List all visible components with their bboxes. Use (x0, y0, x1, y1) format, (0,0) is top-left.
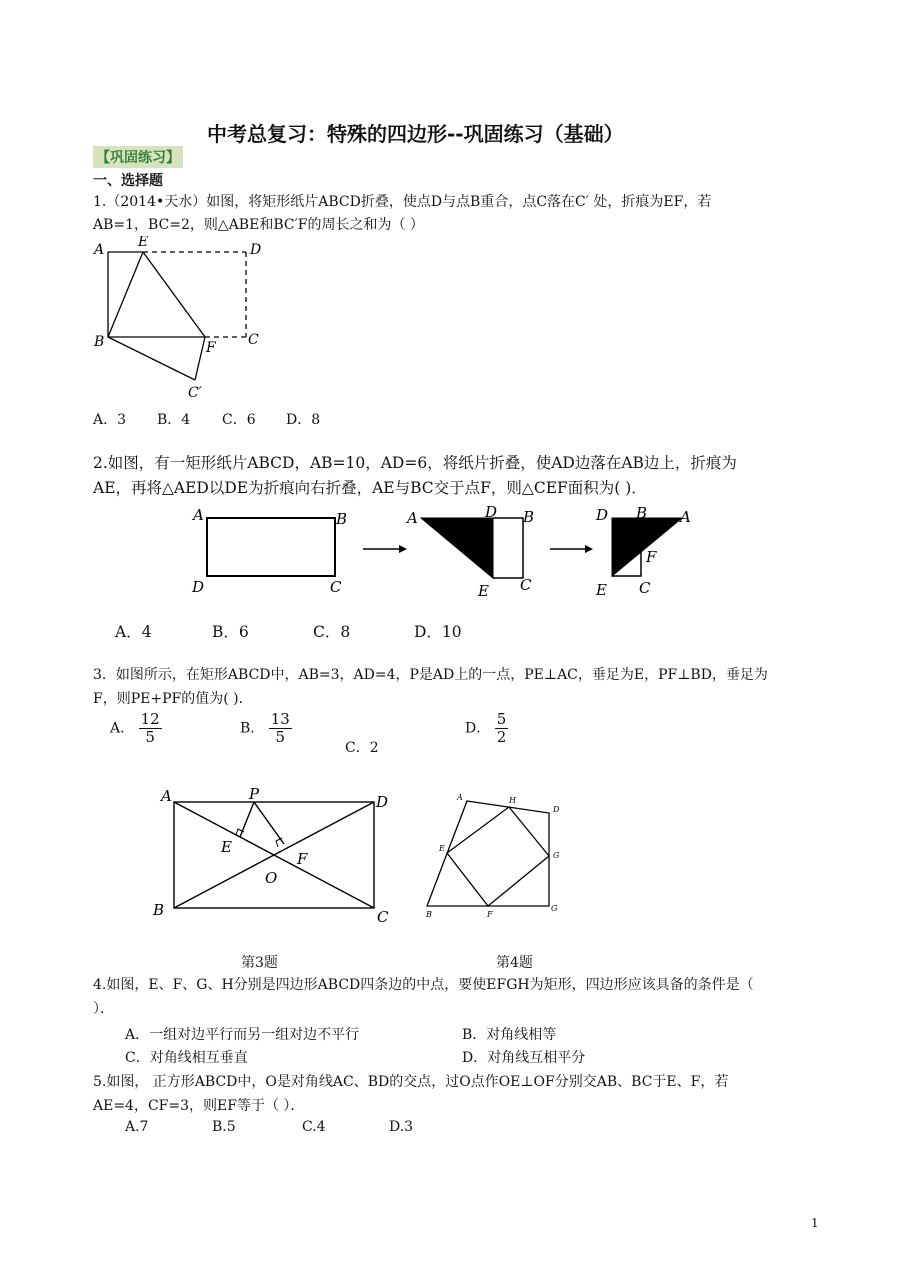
q5-option-d: D.3 (389, 1119, 414, 1135)
q3-figure (148, 782, 403, 927)
q2-figure (185, 500, 715, 605)
q2-fig3-F: F (646, 548, 657, 566)
q3-caption: 第3题 (241, 955, 278, 971)
q3-line2: F，则PE+PF的值为( )． (93, 691, 253, 707)
q5-option-b: B.5 (212, 1119, 236, 1135)
q3-label-A: A (161, 787, 172, 805)
q3-option-b-den: 5 (275, 728, 286, 746)
q1-label-F: F (206, 340, 216, 356)
q5-option-c: C.4 (302, 1119, 326, 1135)
q2-option-b: B．6 (212, 623, 249, 641)
q2-fig2-D: D (485, 503, 498, 521)
q2-fig3-D: D (596, 506, 609, 524)
q4-option-d: D．对角线互相平分 (462, 1050, 586, 1066)
q2-fig1-A: A (193, 506, 204, 524)
q5-line1: 5.如图， 正方形ABCD中，O是对角线AC、BD的交点，过O点作OE⊥OF分别交AB、BC于E、F，若 (93, 1074, 729, 1090)
q3-label-F: F (297, 850, 308, 868)
q2-fig2-A: A (407, 509, 418, 527)
q2-option-d: D．10 (414, 623, 462, 641)
q1-label-D: D (250, 242, 262, 258)
q2-fig3-A: A (680, 508, 691, 526)
q2-fig2-B: B (523, 508, 535, 526)
q5-line2: AE=4，CF=3，则EF等于（ ）． (93, 1098, 305, 1114)
page-title: 中考总复习：特殊的四边形--巩固练习（基础） (207, 122, 624, 146)
q3-label-O: O (265, 869, 278, 887)
q2-fig3-B: B (636, 504, 648, 522)
q4-label-D: D (553, 805, 560, 814)
q3-option-d (465, 711, 508, 746)
q4-label-E: E (439, 844, 445, 853)
q4-line2: ）． (93, 1001, 114, 1017)
q1-line1: 1.（2014•天水）如图，将矩形纸片ABCD折叠，使点D与点B重合，点C落在C′ 处，折痕为EF，若 (93, 194, 712, 210)
q3-option-a-den: 5 (145, 728, 155, 746)
q1-option-d: D．8 (286, 412, 321, 428)
q1-label-C: C (248, 332, 259, 348)
q4-label-F: F (487, 910, 493, 919)
q1-option-b: B．4 (157, 412, 191, 428)
q1-label-E: E (138, 236, 149, 250)
q3-label-E: E (221, 838, 232, 856)
q2-fig3-C: C (639, 579, 651, 597)
q4-option-a: A．一组对边平行而另一组对边不平行 (125, 1027, 360, 1043)
q1-label-A: A (94, 242, 105, 258)
q3-option-d-den: 2 (496, 728, 507, 746)
q2-fig1-C: C (330, 578, 342, 596)
q1-label-B: B (94, 334, 105, 350)
q4-option-b: B．对角线相等 (462, 1027, 557, 1043)
q4-label-G: G (553, 851, 560, 860)
section-heading: 一、选择题 (93, 173, 163, 189)
q5-option-a: A.7 (125, 1119, 149, 1135)
q3-option-a-fraction (139, 711, 162, 746)
q2-option-a: A．4 (115, 623, 152, 641)
q3-label-C: C (377, 908, 389, 926)
q2-fig1-D: D (192, 578, 205, 596)
q2-fig1-B: B (336, 510, 348, 528)
q1-figure (88, 236, 273, 406)
q3-option-d-label: D． (465, 720, 491, 737)
q3-option-a-label: A． (110, 720, 135, 737)
q3-line1: 3．如图所示，在矩形ABCD中，AB=3，AD=4，P是AD上的一点，PE⊥AC，垂足为E，PF⊥BD，垂足为 (93, 667, 768, 683)
page-number: 1 (811, 1216, 819, 1230)
q2-fig2-C: C (520, 576, 532, 594)
q1-line2: AB=1，BC=2，则△ABE和BC′F的周长之和为（ ） (93, 217, 424, 233)
q1-option-c: C．6 (222, 412, 256, 428)
q4-label-C: G (551, 904, 558, 913)
q3-option-a-num: 12 (140, 710, 160, 728)
q3-option-d-num: 5 (496, 710, 507, 728)
q3-label-B: B (153, 901, 165, 919)
q3-option-b-num: 13 (270, 710, 290, 728)
q3-label-D: D (376, 793, 389, 811)
q4-label-B: B (426, 910, 432, 919)
q4-label-H: H (509, 796, 516, 805)
q3-option-a (110, 711, 162, 746)
q1-option-a: A．3 (93, 412, 127, 428)
q3-option-b (240, 711, 292, 746)
q2-option-c: C．8 (313, 623, 351, 641)
q3-option-b-fraction (269, 711, 292, 746)
q2-line1: 2.如图，有一矩形纸片ABCD，AB=10，AD=6，将纸片折叠，使AD边落在AB边上，折痕为 (93, 454, 737, 472)
q3-option-d-fraction (495, 711, 509, 746)
q2-fig2-E: E (478, 582, 489, 600)
q4-option-c: C．对角线相互垂直 (125, 1050, 248, 1066)
q4-label-A: A (457, 793, 463, 802)
q4-line1: 4.如图，E、F、G、H分别是四边形ABCD四条边的中点，要使EFGH为矩形，四边形应该具备的条件是（ (93, 977, 754, 993)
q4-figure (420, 790, 570, 920)
q1-label-C-prime: C′ (188, 385, 202, 401)
q3-option-b-label: B． (240, 720, 265, 737)
q2-line2: AE，再将△AED以DE为折痕向右折叠，AE与BC交于点F，则△CEF面积为( )． (93, 479, 647, 497)
q3-option-c: C．2 (345, 740, 379, 756)
q2-fig3-E: E (596, 581, 607, 599)
q4-caption: 第4题 (496, 955, 533, 971)
section-tag: 【巩固练习】 (93, 146, 183, 168)
q3-label-P: P (249, 785, 260, 803)
